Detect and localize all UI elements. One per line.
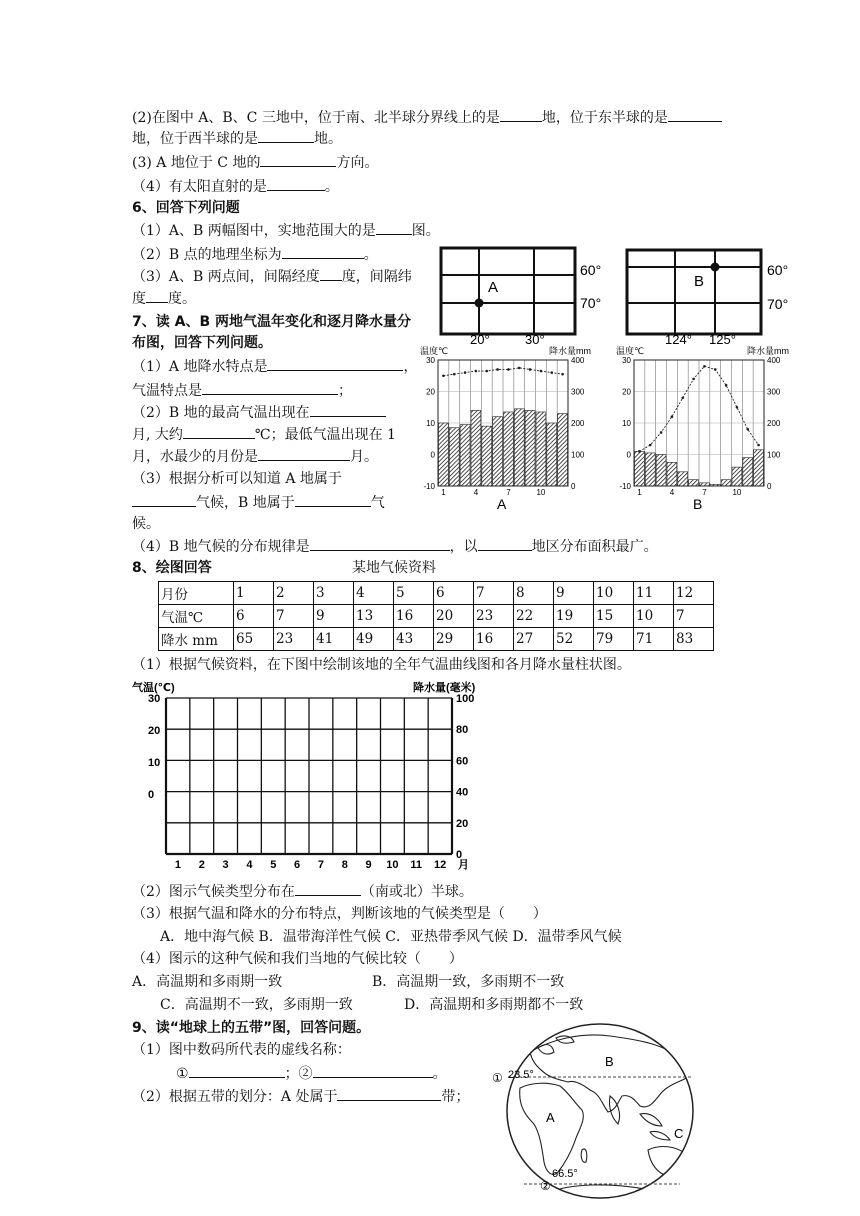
temp-point <box>561 373 564 376</box>
precip-bar <box>645 453 655 486</box>
q8-opt-b: B．高温期一致，多雨期不一致 <box>372 974 565 990</box>
precip-tick-label: 100 <box>456 693 475 705</box>
line-1-marker: ① <box>492 1071 503 1085</box>
temp-tick-label: -10 <box>423 482 435 491</box>
point-a <box>475 299 484 308</box>
q7-line3-cont: 气候，B 地属于 气 <box>132 493 385 512</box>
temp-point <box>540 370 543 373</box>
temp-point <box>703 365 706 368</box>
temp-point <box>464 371 467 374</box>
q7-line1: （1）A 地降水特点是 ， <box>132 359 418 375</box>
precip-bar <box>547 423 557 486</box>
q7-title: 7、读 A、B 两地气温年变化和逐月降水量分 <box>132 314 411 330</box>
plot-area <box>619 356 780 509</box>
temp-point <box>681 397 684 400</box>
q5-line2: (2)在图中 A、B、C 三地中，位于南、北半球分界线上的是 地，位于东半球的是 <box>132 108 722 127</box>
temp-tick-label: 30 <box>148 693 161 705</box>
cell: 23 <box>274 628 314 651</box>
precip-bar <box>471 410 481 486</box>
cell: 65 <box>234 628 274 651</box>
month-tick-label: 6 <box>294 859 301 871</box>
q6-title: 6、回答下列问题 <box>132 200 240 216</box>
temp-axis-label: 温度℃ <box>616 346 645 356</box>
answer-blank[interactable] <box>282 245 364 259</box>
cell: 6 <box>234 605 274 628</box>
precip-tick-label: 300 <box>767 387 781 397</box>
q6-line1: （1）A、B 两幅图中，实地范围大的是 图。 <box>132 223 440 239</box>
point-b <box>711 263 720 272</box>
month-tick-label: 7 <box>317 859 324 871</box>
grid-lines <box>148 693 474 871</box>
temp-point <box>725 384 728 387</box>
temp-point <box>671 415 674 418</box>
answer-blank[interactable] <box>258 447 350 461</box>
cell: 10 <box>594 582 634 605</box>
precip-bar <box>656 455 666 487</box>
answer-blank[interactable] <box>183 425 255 439</box>
q5-line3: (3) A 地位于 C 地的 方向。 <box>132 155 379 171</box>
month-tick-label: 2 <box>198 859 205 871</box>
temp-point <box>746 428 749 431</box>
precip-bar <box>754 450 764 486</box>
precip-tick-label: 60 <box>456 755 469 768</box>
precip-tick-label: 80 <box>456 724 469 737</box>
temp-point <box>507 368 510 371</box>
month-tick-label: 1 <box>441 488 446 497</box>
month-tick-label: 10 <box>732 488 742 497</box>
month-tick-label: 10 <box>386 859 399 871</box>
temp-point <box>475 370 478 373</box>
precip-bar <box>667 462 677 486</box>
q8-title: 8、绘图回答 <box>132 560 212 576</box>
temp-axis-label: 温度℃ <box>420 346 449 356</box>
row-header: 降水 mm <box>159 628 234 651</box>
cell: 12 <box>674 582 714 605</box>
q7-line1-cont: 气温特点是 ； <box>132 383 352 399</box>
month-tick-label: 5 <box>270 859 277 871</box>
lat-70: 70° <box>580 295 602 311</box>
cell: 7 <box>674 605 714 628</box>
precip-bar <box>635 451 645 486</box>
month-tick-label: 3 <box>222 859 229 871</box>
month-tick-label: 7 <box>702 488 707 497</box>
cell: 49 <box>354 628 394 651</box>
row-header: 气温℃ <box>159 605 234 628</box>
precip-tick-label: 400 <box>767 356 781 365</box>
plot-area <box>423 356 584 509</box>
temp-tick-label: 10 <box>622 419 631 428</box>
cell: 2 <box>274 582 314 605</box>
temp-tick-label: 20 <box>622 387 631 397</box>
cell: 5 <box>394 582 434 605</box>
zone-a-label: A <box>546 1110 555 1125</box>
cell: 6 <box>434 582 474 605</box>
precip-bar <box>514 409 524 486</box>
temp-point <box>442 374 445 377</box>
q7-line2-cont2: 月，水最少的月份是 月。 <box>132 449 378 465</box>
month-tick-label: 8 <box>341 859 348 871</box>
answer-blank[interactable] <box>320 267 342 281</box>
cell: 1 <box>234 582 274 605</box>
month-tick-label: 9 <box>365 859 372 871</box>
precip-bar <box>439 423 449 486</box>
line-2-marker: ② <box>540 1179 551 1193</box>
month-tick-label: 11 <box>410 859 423 871</box>
q8-opt-a: A．高温期和多雨期一致 <box>132 974 283 990</box>
grid-temp-label: 气温(℃) <box>132 682 175 694</box>
table-row-month <box>159 582 714 605</box>
temp-tick-label: 0 <box>626 450 631 460</box>
precip-tick-label: 200 <box>571 419 585 428</box>
q6-line3-cont: 度 度。 <box>132 291 196 307</box>
precip-bar <box>460 425 470 486</box>
map-a-grid <box>430 245 615 345</box>
month-tick-label: 7 <box>506 488 511 497</box>
cell: 15 <box>594 605 634 628</box>
q7-line3: （3）根据分析可以知道 A 地属于 <box>132 471 342 487</box>
temp-tick-label: 30 <box>426 356 435 365</box>
temp-tick-label: 0 <box>430 450 435 460</box>
precip-tick-label: 0 <box>767 482 772 491</box>
precip-bar <box>504 412 514 486</box>
answer-blank[interactable] <box>310 403 386 417</box>
five-zones-globe <box>490 1022 700 1200</box>
temp-tick-label: 30 <box>622 356 631 365</box>
precip-bar <box>493 417 503 486</box>
precip-axis-label: 降水量mm <box>747 346 789 356</box>
cell: 7 <box>474 582 514 605</box>
answer-blank[interactable] <box>146 289 168 303</box>
answer-blank[interactable] <box>267 357 403 371</box>
q8-line2: （2）图示气候类型分布在 （南或北）半球。 <box>132 884 473 900</box>
answer-blank[interactable] <box>267 177 325 191</box>
map-b-grid <box>615 245 805 345</box>
lon-125: 125° <box>709 332 736 345</box>
q6-line3: （3）A、B 两点间，间隔经度 度，间隔纬 <box>132 269 412 285</box>
lat-60: 60° <box>580 262 602 278</box>
precip-bar <box>721 480 731 486</box>
temp-point <box>550 371 553 374</box>
q8-line4: （4）图示的这种气候和我们当地的气候比较（ ） <box>132 951 463 967</box>
answer-blank[interactable] <box>132 493 196 507</box>
precip-bar <box>525 410 535 486</box>
cell: 23 <box>474 605 514 628</box>
zone-b-label: B <box>605 1054 614 1069</box>
temp-point <box>638 450 641 453</box>
answer-blank[interactable] <box>258 129 314 143</box>
precip-tick-label: 200 <box>767 419 781 428</box>
lat-23-5: 23.5° <box>508 1069 534 1081</box>
cell: 43 <box>394 628 434 651</box>
chart-title: A <box>497 496 507 509</box>
grid-precip-label: 降水量(毫米) <box>413 682 476 694</box>
q9-title: 9、读“地球上的五带”图，回答问题。 <box>132 1020 371 1036</box>
answer-blank[interactable] <box>310 537 450 551</box>
cell: 13 <box>354 605 394 628</box>
answer-blank[interactable] <box>337 1087 441 1101</box>
temp-point <box>529 368 532 371</box>
q7-line2: （2）B 地的最高气温出现在 <box>132 403 386 422</box>
map-a-label: A <box>488 279 499 296</box>
month-tick-label: 4 <box>473 488 479 497</box>
cell: 22 <box>514 605 554 628</box>
climate-table <box>158 581 714 651</box>
precip-bar <box>558 414 568 486</box>
temp-tick-label: 10 <box>426 419 435 428</box>
month-tick-label: 4 <box>246 859 253 871</box>
row-header: 月份 <box>159 582 234 605</box>
cell: 20 <box>434 605 474 628</box>
cell: 9 <box>314 605 354 628</box>
month-tick-label: 12 <box>433 859 447 871</box>
table-row-temp <box>159 605 714 628</box>
temp-point <box>485 370 488 373</box>
month-tick-label: 1 <box>174 859 181 871</box>
precip-bar <box>449 428 459 486</box>
cell: 79 <box>594 628 634 651</box>
q8-opt-d: D．高温期和多雨期都不一致 <box>404 997 584 1013</box>
precip-tick-label: 100 <box>767 450 781 460</box>
cell: 16 <box>394 605 434 628</box>
drawing-grid[interactable] <box>130 676 510 876</box>
climate-chart-a <box>416 344 606 509</box>
temp-point <box>518 367 521 370</box>
lat-66-5: 66.5° <box>552 1168 578 1180</box>
map-b-label: B <box>694 273 705 290</box>
q7-title-cont: 布图，回答下列问题。 <box>132 335 272 351</box>
chart-title: B <box>693 496 703 509</box>
precip-bar <box>678 472 688 486</box>
q8-opt-c: C．高温期不一致，多雨期一致 <box>160 997 353 1013</box>
cell: 83 <box>674 628 714 651</box>
answer-blank[interactable] <box>668 108 722 122</box>
climate-chart-b <box>612 344 807 509</box>
precip-bar <box>689 480 699 486</box>
cell: 41 <box>314 628 354 651</box>
precip-bar <box>536 412 546 486</box>
precip-tick-label: 0 <box>571 482 576 491</box>
temp-tick-label: 20 <box>148 725 161 737</box>
temp-point <box>649 444 652 447</box>
cell: 29 <box>434 628 474 651</box>
answer-blank[interactable] <box>500 108 542 122</box>
q5-line2-cont: 地，位于西半球的是 地。 <box>132 131 342 147</box>
month-tick-label: 10 <box>536 488 546 497</box>
temp-point <box>660 431 663 434</box>
cell: 4 <box>354 582 394 605</box>
answer-blank[interactable] <box>376 221 412 235</box>
precip-tick-label: 40 <box>456 786 469 799</box>
answer-blank[interactable] <box>295 493 371 507</box>
cell: 10 <box>634 605 674 628</box>
q9-line1: （1）图中数码所代表的虚线名称： <box>132 1042 351 1058</box>
q9-line1-blanks: ① ；② 。 <box>176 1066 447 1082</box>
temp-point <box>496 368 499 371</box>
temp-point <box>714 368 717 371</box>
answer-blank[interactable] <box>189 1064 285 1078</box>
temp-tick-label: 10 <box>148 757 161 769</box>
temp-point <box>692 378 695 381</box>
month-tick-label: 4 <box>669 488 675 497</box>
temp-point <box>736 406 739 409</box>
table-title: 某地气候资料 <box>352 560 436 576</box>
temp-tick-label: 20 <box>426 387 435 397</box>
precip-bar <box>732 467 742 486</box>
q8-line3: （3）根据气温和降水的分布特点，判断该地的气候类型是（ ） <box>132 906 547 922</box>
cell: 16 <box>474 628 514 651</box>
lat-70: 70° <box>767 296 789 312</box>
q7-line4: （4）B 地气候的分布规律是 ，以 地区分布面积最广。 <box>132 539 658 555</box>
month-tick-label: 1 <box>637 488 642 497</box>
temp-tick-label: -10 <box>619 482 631 491</box>
precip-bar <box>482 426 492 486</box>
lat-60: 60° <box>767 262 789 278</box>
q7-line2-cont: 月, 大约 ℃；最低气温出现在 1 <box>132 427 396 443</box>
precip-tick-label: 300 <box>571 387 585 397</box>
cell: 27 <box>514 628 554 651</box>
lon-30: 30° <box>525 332 545 345</box>
precip-tick-label: 0 <box>456 849 463 861</box>
precip-tick-label: 100 <box>571 450 585 460</box>
cell: 8 <box>514 582 554 605</box>
q7-line3-cont2: 候。 <box>132 516 160 532</box>
precip-bar <box>743 458 753 486</box>
x-axis-label: 月 <box>458 859 469 871</box>
answer-blank[interactable] <box>478 537 532 551</box>
globe-outline <box>507 1024 693 1198</box>
answer-blank[interactable] <box>313 1064 433 1078</box>
temp-tick-label: 0 <box>148 789 155 801</box>
cell: 11 <box>634 582 674 605</box>
answer-blank[interactable] <box>202 381 338 395</box>
answer-blank[interactable] <box>295 882 361 896</box>
lon-124: 124° <box>665 332 692 345</box>
table-row-precip <box>159 628 714 651</box>
q5-line4: （4）有太阳直射的是 。 <box>132 179 339 195</box>
precip-tick-label: 400 <box>571 356 585 365</box>
temp-point <box>453 373 456 376</box>
precip-axis-label: 降水量mm <box>549 346 591 356</box>
q8-line1: （1）根据气候资料，在下图中绘制该地的全年气温曲线图和各月降水量柱状图。 <box>132 657 631 673</box>
cell: 52 <box>554 628 594 651</box>
zone-c-label: C <box>674 1126 684 1141</box>
cell: 71 <box>634 628 674 651</box>
q9-line2: （2）根据五带的划分：A 处属于 带； <box>132 1089 470 1105</box>
cell: 3 <box>314 582 354 605</box>
cell: 7 <box>274 605 314 628</box>
cell: 9 <box>554 582 594 605</box>
q8-line3-options: A．地中海气候 B．温带海洋性气候 C．亚热带季风气候 D．温带季风气候 <box>160 929 622 945</box>
temp-point <box>757 444 760 447</box>
cell: 19 <box>554 605 594 628</box>
lon-20: 20° <box>470 332 490 345</box>
q6-line2: （2）B 点的地理坐标为 。 <box>132 247 378 263</box>
precip-tick-label: 20 <box>456 817 469 830</box>
answer-blank[interactable] <box>260 153 336 167</box>
